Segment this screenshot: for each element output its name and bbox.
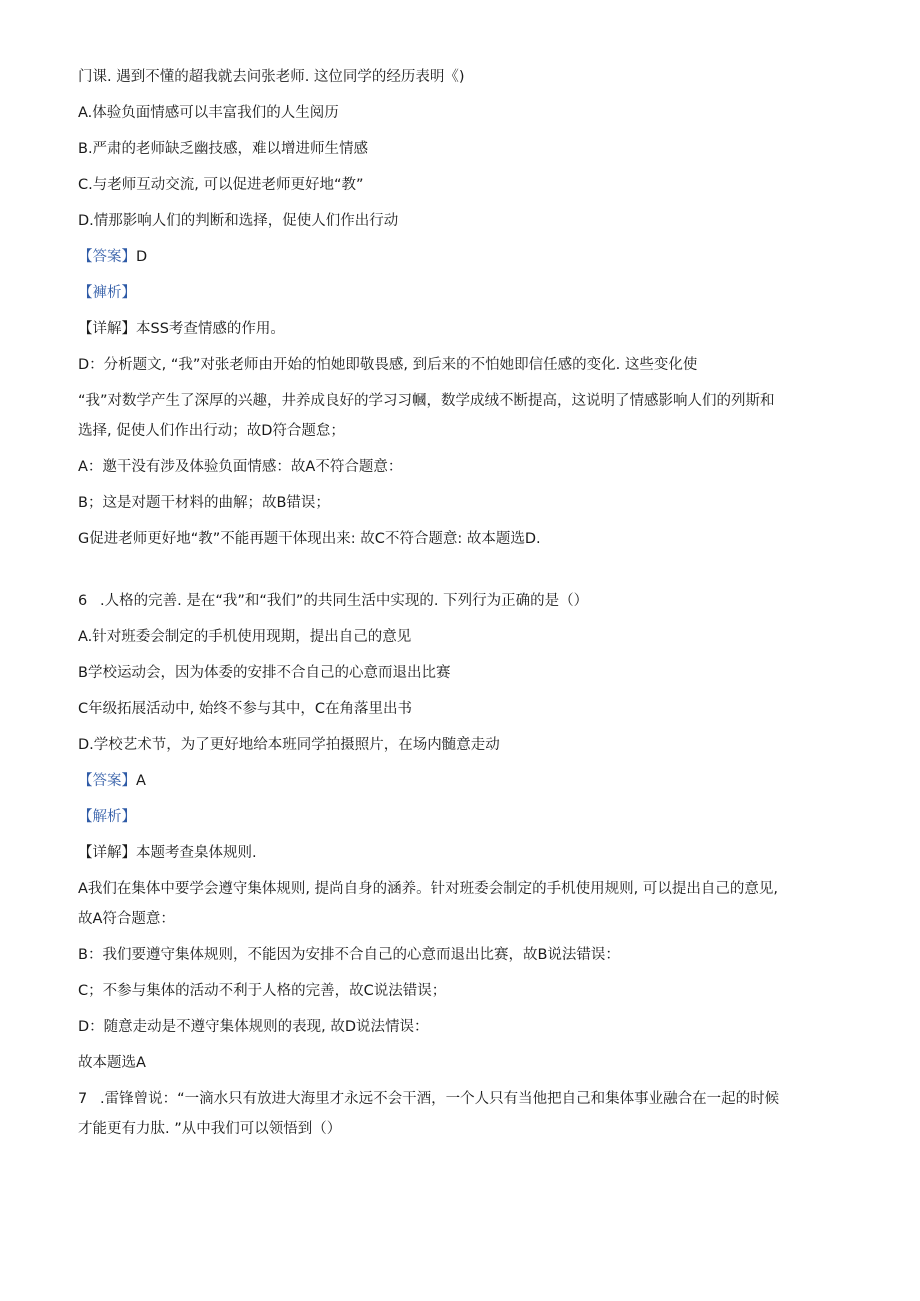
q6-answer-value: A xyxy=(136,773,146,789)
q5-explanation-6: G促进老师更好地“教”不能再题干体现出来: 故C不符合题意: 故本题选D. xyxy=(78,531,541,547)
q6-explanation-6: 故本题选A xyxy=(78,1055,146,1071)
q6-detail xyxy=(78,842,848,864)
q6-detail-label: 【详解】 xyxy=(78,845,136,861)
q5-detail xyxy=(78,318,848,340)
q5-option-a: A.体验负面情感可以丰富我们的人生阅历 xyxy=(78,105,339,121)
q6-explanation-1: A我们在集体中要学会遵守集体规则, 提尚自身的涵养。针对班委会制定的手机使用规则, 可以提出自己的意见, xyxy=(78,881,778,897)
q5-answer-value: D xyxy=(136,249,148,265)
q5-option-d: D.情那影响人们的判断和选择，促使人们作出行动 xyxy=(78,213,399,229)
q6-explanation-5: D：随意走动是不遵守集体规则的表现, 故D说法情误： xyxy=(78,1019,429,1035)
q5-explanation-2: “我”对数学产生了深厚的兴趣，井养成良好的学习习幗，数学成绒不断提高，这说明了情感影响人们的列斯和 xyxy=(78,393,775,409)
q6-analysis-close: 】 xyxy=(121,809,136,825)
q6-explanation-4: C；不参与集体的活动不利于人格的完善，故C说法错误； xyxy=(78,983,447,999)
q6-answer-tag: 答案 xyxy=(92,773,122,789)
q6-option-d: D.学校艺术节，为了更好地给本班同学拍摄照片，在场内髄意走动 xyxy=(78,737,500,753)
q6-answer xyxy=(78,770,848,792)
q5-answer xyxy=(78,246,848,268)
q5-answer-close: 】 xyxy=(121,249,136,265)
q5-explanation-3: 选择, 促使人们作出行动；故D符合题怠； xyxy=(78,423,345,439)
q5-analysis-close: 】 xyxy=(121,285,136,301)
q5-analysis-heading xyxy=(78,282,848,304)
q5-explanation-5: B；这是对题干材料的曲解；故B错误； xyxy=(78,495,330,511)
q5-stem-tail: 门课. 遇到不懂的超我就去问张老师. 这位同学的经历表明《) xyxy=(78,69,465,85)
q6-option-b: B学校运动会，因为体委的安排不合自己的心意而退出比赛 xyxy=(78,665,451,681)
q5-option-c: C.与老师互动交流, 可以促进老师更好地“教” xyxy=(78,177,364,193)
q5-analysis-open: 【 xyxy=(78,285,93,301)
q7-stem-1 xyxy=(78,1088,848,1110)
q6-explanation-2: 故A符合题意： xyxy=(78,911,175,927)
document-page xyxy=(78,66,848,1154)
q5-answer-tag: 答案 xyxy=(92,249,122,265)
q6-number: 6 xyxy=(78,593,88,609)
section-gap xyxy=(78,564,848,590)
q6-option-a: A.针对班委会制定的手机使用现期，提出自己的意见 xyxy=(78,629,412,645)
q6-option-c: C年级拓展活动中, 始终不参与其中，C在角落里出书 xyxy=(78,701,412,717)
q6-answer-open: 【 xyxy=(78,773,93,789)
q5-explanation-4: A：邀干没有涉及体验负面情感：故A不符合题意： xyxy=(78,459,403,475)
q5-answer-open: 【 xyxy=(78,249,93,265)
q6-analysis-open: 【 xyxy=(78,809,93,825)
q5-analysis-tag: 褲析 xyxy=(92,285,122,301)
q6-analysis-tag: 解析 xyxy=(92,809,122,825)
q7-stem-2: 才能更有力肽. ”从中我们可以领悟到（） xyxy=(78,1121,342,1137)
q6-analysis-heading xyxy=(78,806,848,828)
q5-option-b: B.严肃的老师缺乏幽技感，难以增进师生情感 xyxy=(78,141,369,157)
q7-number: 7 xyxy=(78,1091,88,1107)
q5-explanation-1: D：分析题文, “我”对张老师由开始的怕她即敬畏感, 到后来的不怕她即信任感的变化. 这些变化使 xyxy=(78,357,698,373)
q5-detail-label: 【详解】 xyxy=(78,321,136,337)
q6-stem xyxy=(78,590,848,612)
q6-detail-text: 本题考查臬体规则. xyxy=(136,845,257,861)
q6-answer-close: 】 xyxy=(121,773,136,789)
q6-stem-text: .人格的完善. 是在“我”和“我们”的共同生活中实现的. 下列行为正确的是（） xyxy=(100,593,589,609)
q5-detail-text: 本SS考查情感的作用。 xyxy=(136,321,285,337)
q7-stem-text-1: .雷锋曾说：“一滴水只有放进大海里才永远不会干酒，一个人只有当他把自己和集体事业融合在一起的时候 xyxy=(100,1091,780,1107)
q6-explanation-3: B：我们要遵守集体规则，不能因为安排不合自己的心意而退出比赛，故B说法错误： xyxy=(78,947,620,963)
